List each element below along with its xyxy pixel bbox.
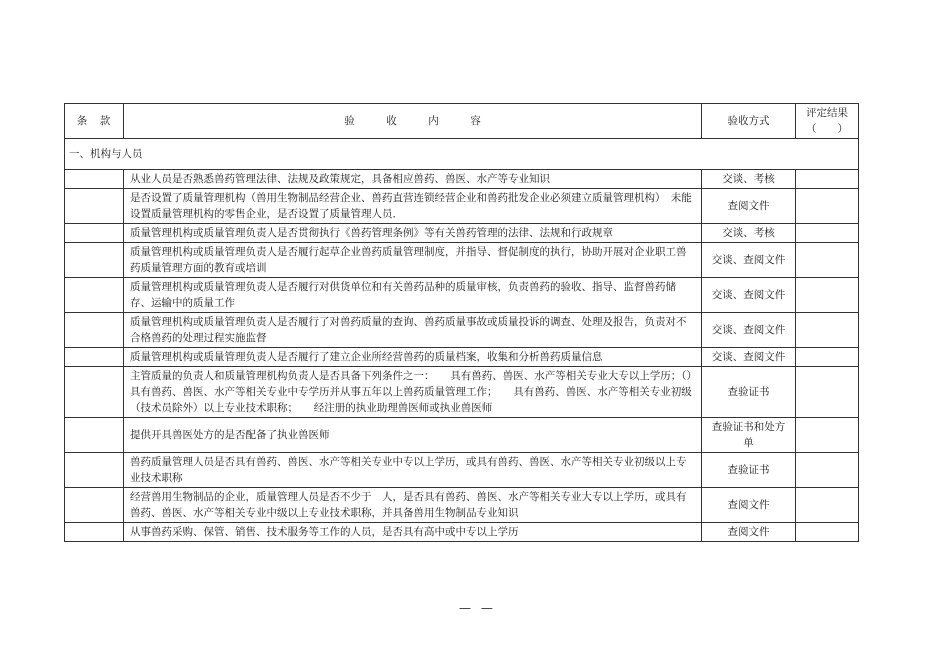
method-cell: 交谈、考核	[702, 170, 796, 189]
content-cell: 从业人员是否熟悉兽药管理法律、法规及政策规定，具备相应兽药、兽医、水产等专业知识	[124, 170, 702, 189]
method-cell: 查验证书和处方单	[702, 418, 796, 453]
header-content: 验 收 内 容	[124, 104, 702, 139]
method-cell: 交谈、查阅文件	[702, 243, 796, 278]
content-cell: 从事兽药采购、保管、销售、技术服务等工作的人员，是否具有高中或中专以上学历	[124, 523, 702, 542]
clause-cell	[65, 348, 124, 367]
section-row	[65, 139, 859, 170]
content-cell: 经营兽用生物制品的企业，质量管理人员是否不少于 人，是否具有兽药、兽医、水产等相关专业大专以上学历，或具有兽药、兽医、水产等相关专业中级以上专业技术职称，并具备兽用生物制品专业知识	[124, 488, 702, 523]
method-cell: 查阅文件	[702, 189, 796, 224]
header-clause: 条 款	[65, 104, 124, 139]
clause-cell	[65, 189, 124, 224]
table-row	[65, 418, 859, 453]
clause-cell	[65, 170, 124, 189]
method-cell: 交谈、查阅文件	[702, 278, 796, 313]
result-cell[interactable]	[796, 348, 859, 367]
clause-cell	[65, 418, 124, 453]
result-cell[interactable]	[796, 224, 859, 243]
result-cell[interactable]	[796, 523, 859, 542]
clause-cell	[65, 224, 124, 243]
table-row	[65, 278, 859, 313]
header-result-paren: （ ）	[806, 123, 848, 135]
content-cell: 质量管理机构或质量管理负责人是否履行了建立企业所经营兽药的质量档案，收集和分析兽药质量信息	[124, 348, 702, 367]
content-cell: 是否设置了质量管理机构（兽用生物制品经营企业、兽药直营连锁经营企业和兽药批发企业必须建立质量管理机构） 未能设置质量管理机构的零售企业，是否设置了质量管理人员．	[124, 189, 702, 224]
method-cell: 查验证书	[702, 453, 796, 488]
table-row	[65, 348, 859, 367]
content-cell: 质量管理机构或质量管理负责人是否贯彻执行《兽药管理条例》等有关兽药管理的法律、法规和行政规章	[124, 224, 702, 243]
result-cell[interactable]	[796, 243, 859, 278]
result-cell[interactable]	[796, 453, 859, 488]
acceptance-table	[64, 103, 859, 542]
clause-cell	[65, 523, 124, 542]
content-cell: 质量管理机构或质量管理负责人是否履行起草企业兽药质量管理制度，并指导、督促制度的执行，协助开展对企业职工兽药质量管理方面的教育或培训	[124, 243, 702, 278]
method-cell: 交谈、考核	[702, 224, 796, 243]
result-cell[interactable]	[796, 170, 859, 189]
content-cell: 兽药质量管理人员是否具有兽药、兽医、水产等相关专业中专以上学历，或具有兽药、兽医、水产等相关专业初级以上专业技术职称	[124, 453, 702, 488]
result-cell[interactable]	[796, 278, 859, 313]
method-cell: 交谈、查阅文件	[702, 348, 796, 367]
table-row	[65, 224, 859, 243]
result-cell[interactable]	[796, 189, 859, 224]
header-result	[796, 104, 859, 139]
result-cell[interactable]	[796, 488, 859, 523]
clause-cell	[65, 243, 124, 278]
result-cell[interactable]	[796, 418, 859, 453]
method-cell: 查验证书	[702, 367, 796, 418]
table-body	[65, 170, 859, 542]
table-row	[65, 367, 859, 418]
method-cell: 查阅文件	[702, 523, 796, 542]
page-number: — —	[459, 601, 496, 615]
header-result-label: 评定结果	[806, 107, 848, 119]
clause-cell	[65, 453, 124, 488]
method-cell: 查阅文件	[702, 488, 796, 523]
clause-cell	[65, 278, 124, 313]
clause-cell	[65, 367, 124, 418]
table-row	[65, 488, 859, 523]
content-cell: 提供开具兽医处方的是否配备了执业兽医师	[124, 418, 702, 453]
table-row	[65, 313, 859, 348]
content-cell: 质量管理机构或质量管理负责人是否履行对供货单位和有关兽药品种的质量审核，负责兽药的验收、指导、监督兽药储存、运输中的质量工作	[124, 278, 702, 313]
result-cell[interactable]	[796, 313, 859, 348]
table-row	[65, 189, 859, 224]
clause-cell	[65, 488, 124, 523]
table-row	[65, 523, 859, 542]
clause-cell	[65, 313, 124, 348]
content-cell: 质量管理机构或质量管理负责人是否履行了对兽药质量的查询、兽药质量事故或质量投诉的调查、处理及报告，负责对不合格兽药的处理过程实施监督	[124, 313, 702, 348]
table-header-row	[65, 104, 859, 139]
section-title: 一、机构与人员	[65, 139, 859, 170]
table-row	[65, 453, 859, 488]
method-cell: 交谈、查阅文件	[702, 313, 796, 348]
table-row	[65, 243, 859, 278]
content-cell: 主管质量的负责人和质量管理机构负责人是否具备下列条件之一： 具有兽药、兽医、水产等相关专业大专以上学历；（）具有兽药、兽医、水产等相关专业中专学历并从事五年以上兽药质量管理工作； 具有兽药、兽医、水产等相关专业初级（技术员除外）以上专业技术职称； 经注册的执业助理兽医师或执业兽医师	[124, 367, 702, 418]
table-row	[65, 170, 859, 189]
header-method: 验收方式	[702, 104, 796, 139]
result-cell[interactable]	[796, 367, 859, 418]
